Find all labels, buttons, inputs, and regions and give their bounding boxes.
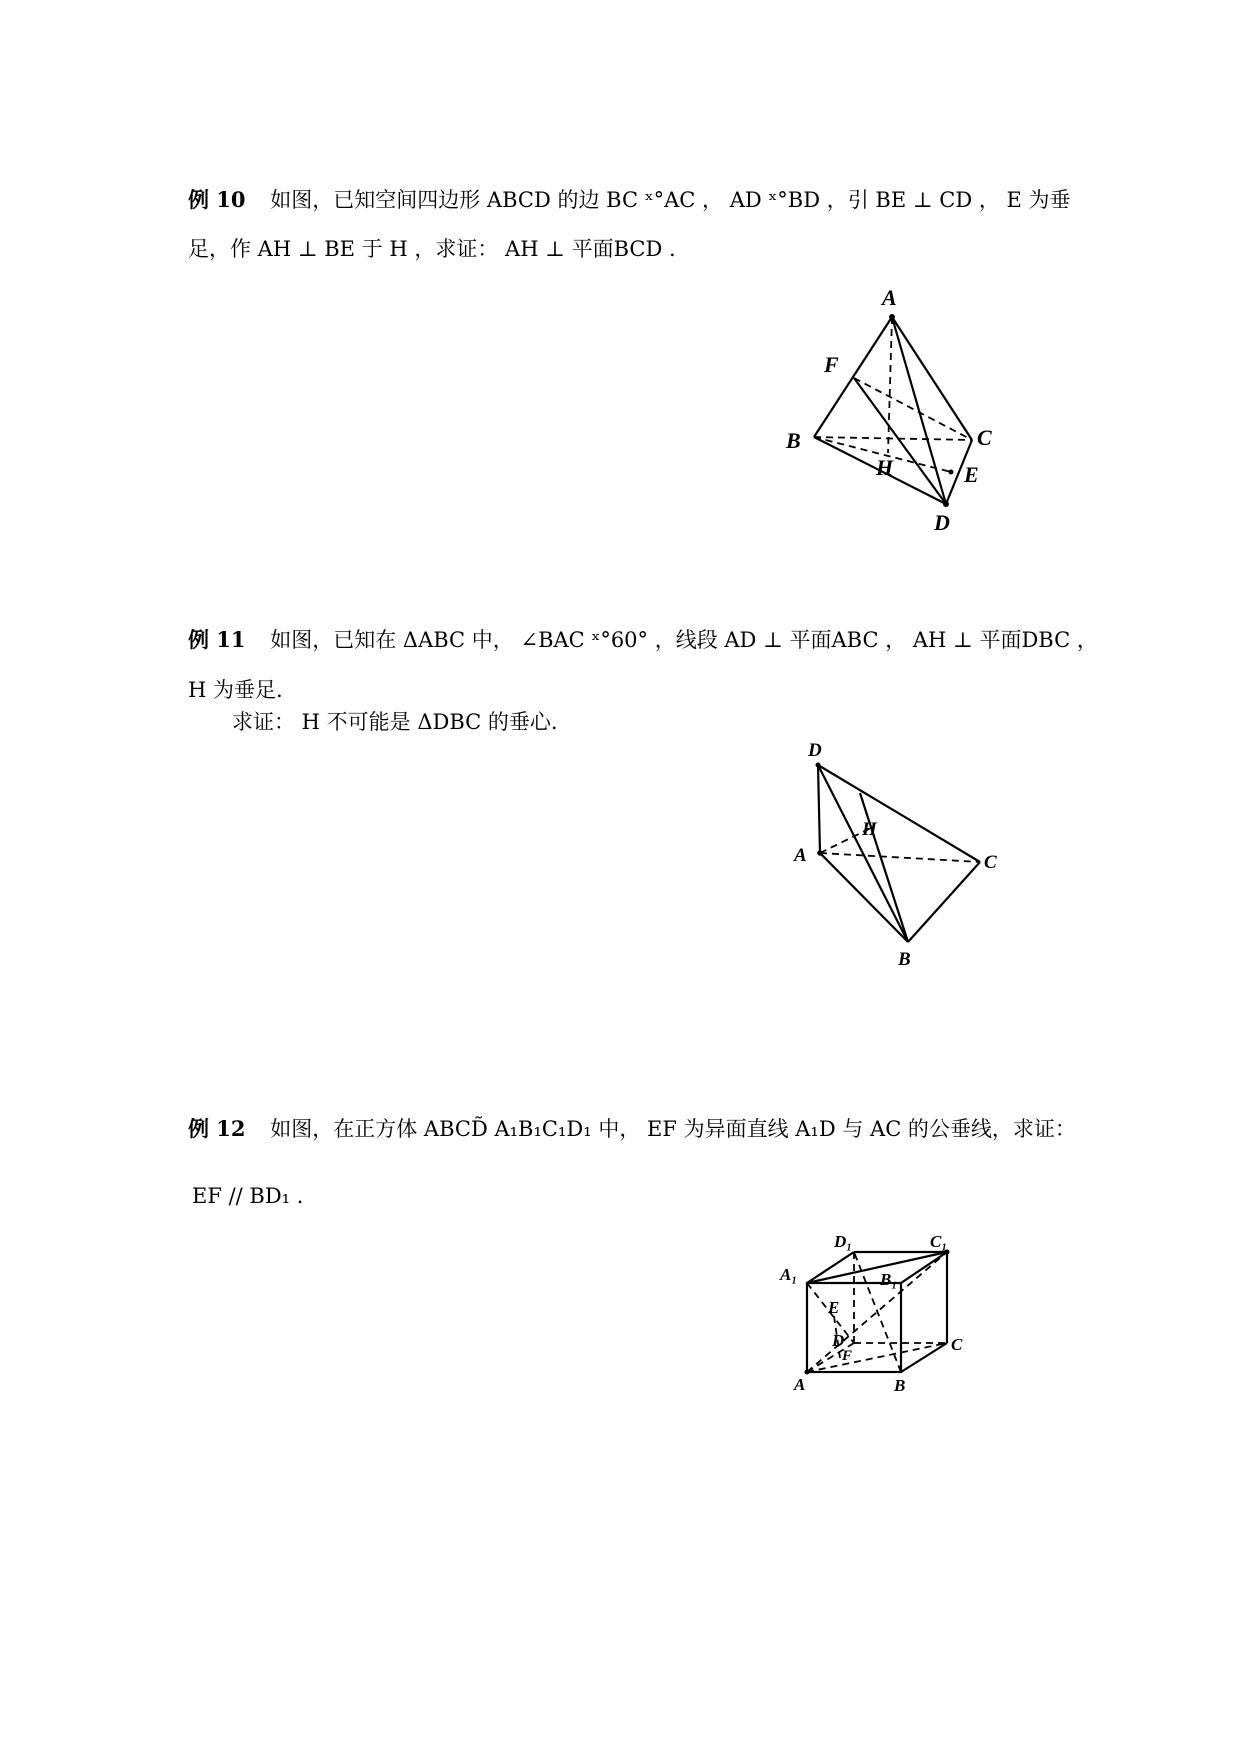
- edge-bc-hidden: [814, 437, 972, 440]
- edge-ah-hidden: [888, 317, 892, 453]
- edge-ac: [892, 317, 972, 440]
- example11-label: 例 11: [188, 627, 246, 652]
- label-c1: C₁: [930, 1232, 948, 1251]
- label-e: E: [828, 1298, 840, 1317]
- label-b: B: [894, 1376, 906, 1395]
- figure-tetrahedron-dabc: [780, 735, 1010, 970]
- example12-line2: EF // BD₁ .: [192, 1184, 304, 1208]
- edge-cb: [908, 862, 980, 942]
- label-f: F: [842, 1348, 853, 1364]
- example11-line1: [188, 626, 1098, 654]
- label-d: D: [808, 740, 822, 761]
- edge-ac-hidden: [820, 853, 980, 862]
- example11-line2: H 为垂足.: [188, 678, 283, 702]
- example10-line2: 足，作 AH ⊥ BE 于 H ，求证： AH ⊥ 平面BCD .: [188, 237, 676, 261]
- example11-text-line1: 如图，已知在 ΔABC 中， ∠BAC ˣ°60° ，线段 AD ⊥ 平面ABC ， AH ⊥ 平面DBC ，: [270, 628, 1098, 652]
- label-h: H: [876, 455, 894, 480]
- label-d1: D₁: [834, 1232, 853, 1251]
- example12-line1: [188, 1115, 1076, 1143]
- example11-line3: 求证： H 不可能是 ΔDBC 的垂心.: [232, 710, 558, 734]
- example10-line1: [188, 186, 1071, 214]
- figure-tetrahedron-abcd: [780, 285, 1010, 535]
- example10-text-line1: 如图，已知空间四边形 ABCD 的边 BC ˣ°AC ， AD ˣ°BD ，引 BE ⊥ CD ， E 为垂: [270, 188, 1071, 212]
- edge-bc: [901, 1343, 947, 1372]
- label-a: A: [794, 1375, 806, 1394]
- edge-da: [818, 765, 820, 853]
- label-a: A: [794, 845, 807, 866]
- label-c: C: [951, 1335, 963, 1354]
- label-b1: B₁: [880, 1270, 898, 1289]
- label-a1: A₁: [780, 1265, 798, 1284]
- edge-ad: [892, 317, 946, 504]
- label-b: B: [786, 428, 801, 453]
- edge-ab: [814, 317, 892, 437]
- example12-text-line1: 如图，在正方体 ABCD̃ A₁B₁C₁D₁ 中， EF 为异面直线 A₁D 与 AC 的公垂线，求证：: [270, 1117, 1076, 1141]
- figure-cube: [770, 1230, 1000, 1420]
- label-h: H: [862, 819, 877, 840]
- diag-a1c1: [807, 1252, 947, 1283]
- label-e: E: [964, 462, 979, 487]
- example10-label: 例 10: [188, 187, 246, 212]
- label-d: D: [832, 1331, 845, 1350]
- example12-label: 例 12: [188, 1116, 246, 1141]
- label-f: F: [824, 352, 839, 377]
- label-a: A: [882, 285, 897, 310]
- label-c: C: [977, 425, 992, 450]
- label-b: B: [898, 949, 911, 970]
- edge-fd: [854, 378, 946, 504]
- label-c: C: [984, 852, 997, 873]
- label-d: D: [934, 510, 950, 535]
